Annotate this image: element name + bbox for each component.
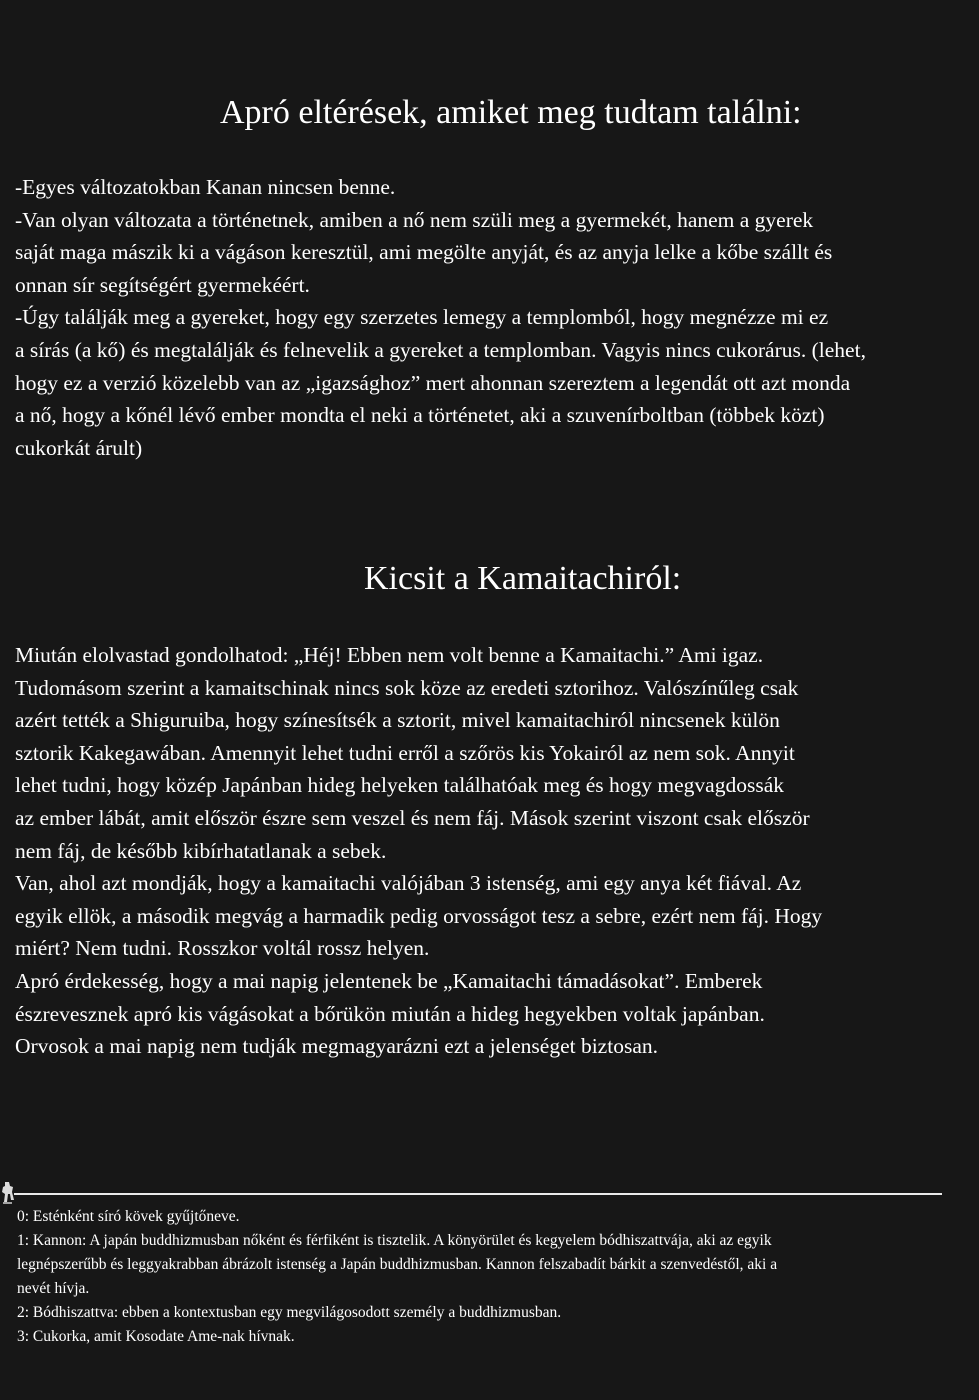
- kamaitachi-text: [15, 639, 970, 1063]
- text-line: észrevesznek apró kis vágásokat a bőrükön miután a hideg hegyekben voltak japánban.: [15, 1001, 765, 1026]
- footnotes: [17, 1205, 962, 1349]
- text-line: Miután elolvastad gondolhatod: „Héj! Ebben nem volt benne a Kamaitachi.” Ami igaz.: [15, 643, 764, 667]
- text-line: lehet tudni, hogy közép Japánban hideg helyeken találhatóak meg és hogy megvagdossák: [15, 773, 785, 798]
- text-line: cukorkát árult): [15, 435, 143, 460]
- text-line: egyik ellök, a második megvág a harmadik pedig orvosságot tesz a sebre, ezért nem fáj. Hogy: [15, 903, 823, 928]
- section-title-differences: Apró eltérések, amiket meg tudtam találni:: [220, 94, 802, 131]
- footnote-line: 3: Cukorka, amit Kosodate Ame-nak hívnak.: [17, 1328, 295, 1345]
- footnote-line: 0: Esténként síró kövek gyűjtőneve.: [17, 1208, 240, 1225]
- section-title-kamaitachi: Kicsit a Kamaitachiról:: [364, 560, 682, 597]
- footnote-line: 1: Kannon: A japán buddhizmusban nőként és férfiként is tisztelik. A könyörület és kegyelem bódhiszattvája, aki az egyik: [17, 1232, 772, 1249]
- text-line: az ember lábát, amit először észre sem veszel és nem fáj. Mások szerint viszont csak először: [15, 805, 810, 830]
- footnote-line: 2: Bódhiszattva: ebben a kontextusban egy megvilágosodott személy a buddhizmusban.: [17, 1304, 562, 1321]
- text-line: sztorik Kakegawában. Amennyit lehet tudni erről a szőrös kis Yokairól az nem sok. Annyit: [15, 740, 795, 765]
- text-line: hogy ez a verzió közelebb van az „igazsághoz” mert ahonnan szereztem a legendát ott azt monda: [15, 370, 851, 395]
- text-line: Apró érdekesség, hogy a mai napig jelentenek be „Kamaitachi támadásokat”. Emberek: [15, 968, 763, 993]
- text-line: nem fáj, de később kibírhatatlanak a sebek.: [15, 838, 387, 863]
- text-line: Orvosok a mai napig nem tudják megmagyarázni ezt a jelenséget biztosan.: [15, 1034, 658, 1059]
- text-line: Tudomásom szerint a kamaitschinak nincs sok köze az eredeti sztorihoz. Valószínűleg csak: [15, 675, 799, 700]
- text-line: a sírás (a kő) és megtalálják és felnevelik a gyereket a templomban. Vagyis nincs cukorárus. (lehet,: [15, 337, 866, 362]
- footnote-line: nevét hívja.: [17, 1280, 90, 1297]
- text-line: onnan sír segítségért gyermekéért.: [15, 272, 310, 297]
- text-line: -Van olyan változata a történetnek, amiben a nő nem szüli meg a gyermekét, hanem a gyerek: [15, 207, 814, 232]
- text-line: saját maga mászik ki a vágáson keresztül, ami megölte anyját, és az anyja lelke a kőbe szállt és: [15, 240, 833, 265]
- text-line: a nő, hogy a kőnél lévő ember mondta el neki a történetet, aki a szuvenírboltban (többek közt): [15, 403, 825, 428]
- text-line: miért? Nem tudni. Rosszkor voltál rossz helyen.: [15, 936, 430, 961]
- footnote-divider: [14, 1193, 942, 1195]
- text-line: -Úgy találják meg a gyereket, hogy egy szerzetes lemegy a templomból, hogy megnézze mi ez: [15, 305, 829, 330]
- text-line: -Egyes változatokban Kanan nincsen benne.: [15, 175, 396, 199]
- text-line: azért tették a Shiguruiba, hogy színesítsék a sztorit, mivel kamaitachiról nincsenek külön: [15, 708, 780, 733]
- text-line: Van, ahol azt mondják, hogy a kamaitachi valójában 3 istenség, ami egy anya két fiával. Az: [15, 871, 802, 896]
- footnote-line: legnépszerűbb és leggyakrabban ábrázolt istenség a Japán buddhizmusban. Kannon felszabadít bárkit a szenvedéstől, aki a: [17, 1256, 778, 1273]
- differences-text: [15, 171, 970, 464]
